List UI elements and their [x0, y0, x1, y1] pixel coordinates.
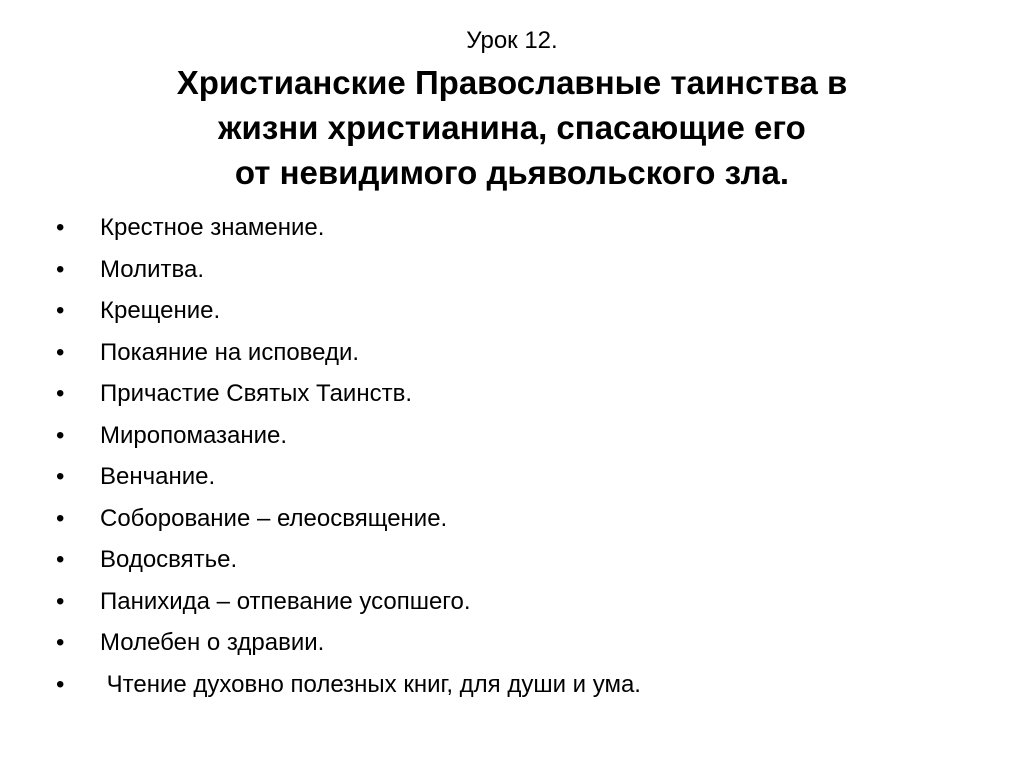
title-line: от невидимого дьявольского зла. — [234, 154, 790, 191]
list-item-text: Чтение духовно полезных книг, для души и ума. — [100, 670, 641, 698]
list-item — [56, 664, 996, 706]
list-item-text: Соборование – елеосвящение. — [100, 504, 448, 532]
bullet-icon: • — [56, 338, 65, 366]
list-item-text: Молебен о здравии. — [100, 629, 325, 656]
slide-title — [40, 60, 984, 195]
title-line: жизни христианина, спасающие его — [218, 109, 806, 146]
bullet-icon: • — [56, 629, 65, 656]
list-item — [56, 373, 996, 415]
list-item — [56, 249, 996, 291]
list-item — [56, 539, 996, 581]
list-item — [56, 456, 996, 498]
title-line: Христианские Православные таинства в — [176, 64, 848, 101]
list-item — [56, 290, 996, 332]
bullet-icon: • — [56, 297, 65, 324]
list-item — [56, 332, 996, 374]
list-item-text: Панихида – отпевание усопшего. — [100, 587, 471, 615]
sacrament-list — [56, 207, 996, 705]
bullet-icon: • — [56, 546, 65, 573]
bullet-icon: • — [56, 214, 65, 241]
bullet-icon: • — [56, 463, 65, 490]
list-item-text: Водосвятье. — [100, 546, 238, 573]
list-item-text: Молитва. — [100, 255, 204, 283]
bullet-icon: • — [56, 255, 65, 283]
bullet-icon: • — [56, 421, 65, 449]
bullet-icon: • — [56, 504, 65, 532]
list-item — [56, 581, 996, 623]
bullet-icon: • — [56, 587, 65, 615]
list-item — [56, 415, 996, 457]
list-item-text: Крещение. — [100, 297, 221, 324]
bullet-icon: • — [56, 380, 65, 407]
list-item-text: Венчание. — [100, 463, 216, 490]
bullet-icon: • — [56, 670, 65, 698]
lesson-label: Урок 12. — [466, 27, 558, 54]
list-item-text: Причастие Святых Таинств. — [100, 380, 412, 407]
list-item-text: Покаяние на исповеди. — [100, 338, 360, 366]
list-item-text: Крестное знамение. — [100, 214, 325, 241]
list-item — [56, 498, 996, 540]
list-item-text: Миропомазание. — [100, 421, 288, 449]
list-item — [56, 207, 996, 249]
list-item — [56, 622, 996, 664]
